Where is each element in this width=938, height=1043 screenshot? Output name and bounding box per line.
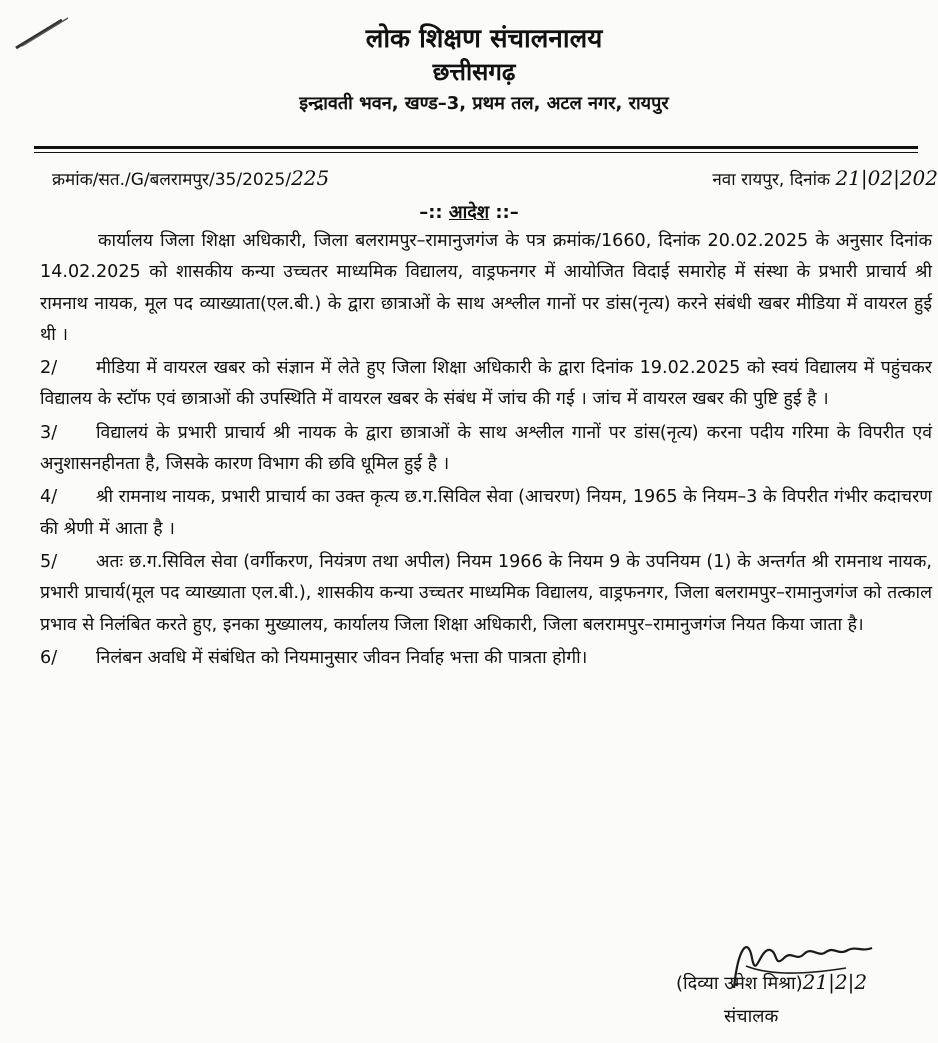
paragraph-text: विद्यालयं के प्रभारी प्राचार्य श्री नायक के द्वारा छात्राओं के साथ अश्लील गानों पर डांस(नृत्य) करना पदीय गरिमा के विपरीत एवं अनुशासनहीनता है, जिसके कारण विभाग की छवि धूमिल हुई है ।	[40, 422, 932, 475]
paragraph-number: 6/	[40, 647, 58, 668]
signatory-name: (दिव्या उमेश मिश्रा)	[676, 973, 803, 994]
paragraph-6	[40, 643, 932, 674]
reference-number	[52, 166, 329, 192]
office-name: लोक शिक्षण संचालनालय	[365, 24, 603, 54]
header-divider-thick	[34, 146, 918, 149]
paragraph-text: श्री रामनाथ नायक, प्रभारी प्राचार्य का उक्त कृत्य छ.ग.सिविल सेवा (आचरण) नियम, 1965 के नियम–3 के विपरीत गंभीर कदाचरण की श्रेणी में आता है ।	[40, 487, 932, 539]
header-divider-thin	[34, 152, 918, 153]
paragraph-number: 3/	[40, 422, 58, 443]
paragraph-number: 4/	[40, 487, 58, 508]
date-handwritten: 21|02|202	[835, 166, 938, 190]
place-date-printed: नवा रायपुर, दिनांक	[712, 170, 831, 190]
order-title-word: आदेश	[448, 202, 490, 223]
order-title	[0, 200, 938, 224]
paragraph-1: कार्यालय जिला शिक्षा अधिकारी, जिला बलरामपुर–रामानुजगंज के पत्र क्रमांक/1660, दिनांक 20.02.2025 के अनुसार दिनांक 14.02.2025 को शासकीय कन्या उच्चतर माध्यमिक विद्यालय, वाड्रफनगर में आयोजित विदाई समारोह में संस्था के प्रभारी प्राचार्य श्री रामनाथ नायक, मूल पद व्याख्याता(एल.बी.) के द्वारा छात्राओं के साथ अश्लील गानों पर डांस(नृत्य) करने संबंधी खबर मीडिया में वायरल हुई थी ।	[40, 231, 932, 345]
state-name: छत्तीसगढ़	[432, 58, 516, 86]
paragraph-3	[40, 418, 932, 481]
paragraph-2	[40, 353, 932, 416]
paragraph-number: 5/	[40, 551, 58, 572]
signature-date-handwritten: 21|2|2	[802, 970, 868, 994]
paragraph-5	[40, 547, 932, 641]
signatory-designation: संचालक	[724, 1006, 779, 1027]
order-title-right: ::–	[489, 202, 519, 223]
order-title-left: –::	[419, 202, 449, 223]
signatory-block	[676, 970, 867, 995]
paragraph-text: मीडिया में वायरल खबर को संज्ञान में लेते हुए जिला शिक्षा अधिकारी के द्वारा दिनांक 19.02.2025 को स्वयं विद्यालय में पहुंचकर विद्यालय के स्टॉफ एवं छात्राओं की उपस्थिति में वायरल खबर के संबंध में जांच की गई । जांच में वायरल खबर की पुष्टि हुई है ।	[40, 358, 932, 410]
order-body	[40, 226, 932, 676]
place-and-date	[712, 166, 938, 192]
reference-number-handwritten: 225	[291, 166, 330, 190]
paragraph-text: अतः छ.ग.सिविल सेवा (वर्गीकरण, नियंत्रण तथा अपील) नियम 1966 के नियम 9 के उपनियम (1) के अन्तर्गत श्री रामनाथ नायक, प्रभारी प्राचार्य(मूल पद व्याख्याता एल.बी.), शासकीय कन्या उच्चतर माध्यमिक विद्यालय, वाड्रफनगर, जिला बलरामपुर–रामानुजगंज को तत्काल प्रभाव से निलंबित करते हुए, इनका मुख्यालय, कार्यालय जिला शिक्षा अधिकारी, जिला बलरामपुर–रामानुजगंज नियत किया जाता है।	[40, 551, 932, 635]
paragraph-number: 2/	[40, 358, 58, 379]
paragraph-4	[40, 482, 932, 545]
office-address: इन्द्रावती भवन, खण्ड–3, प्रथम तल, अटल नगर, रायपुर	[299, 93, 669, 114]
paragraph-text: निलंबन अवधि में संबंधित को नियमानुसार जीवन निर्वाह भत्ता की पात्रता होगी।	[96, 647, 588, 668]
reference-number-printed: क्रमांक/सत./G/बलरामपुर/35/2025/	[52, 170, 292, 190]
letterhead	[0, 22, 938, 120]
